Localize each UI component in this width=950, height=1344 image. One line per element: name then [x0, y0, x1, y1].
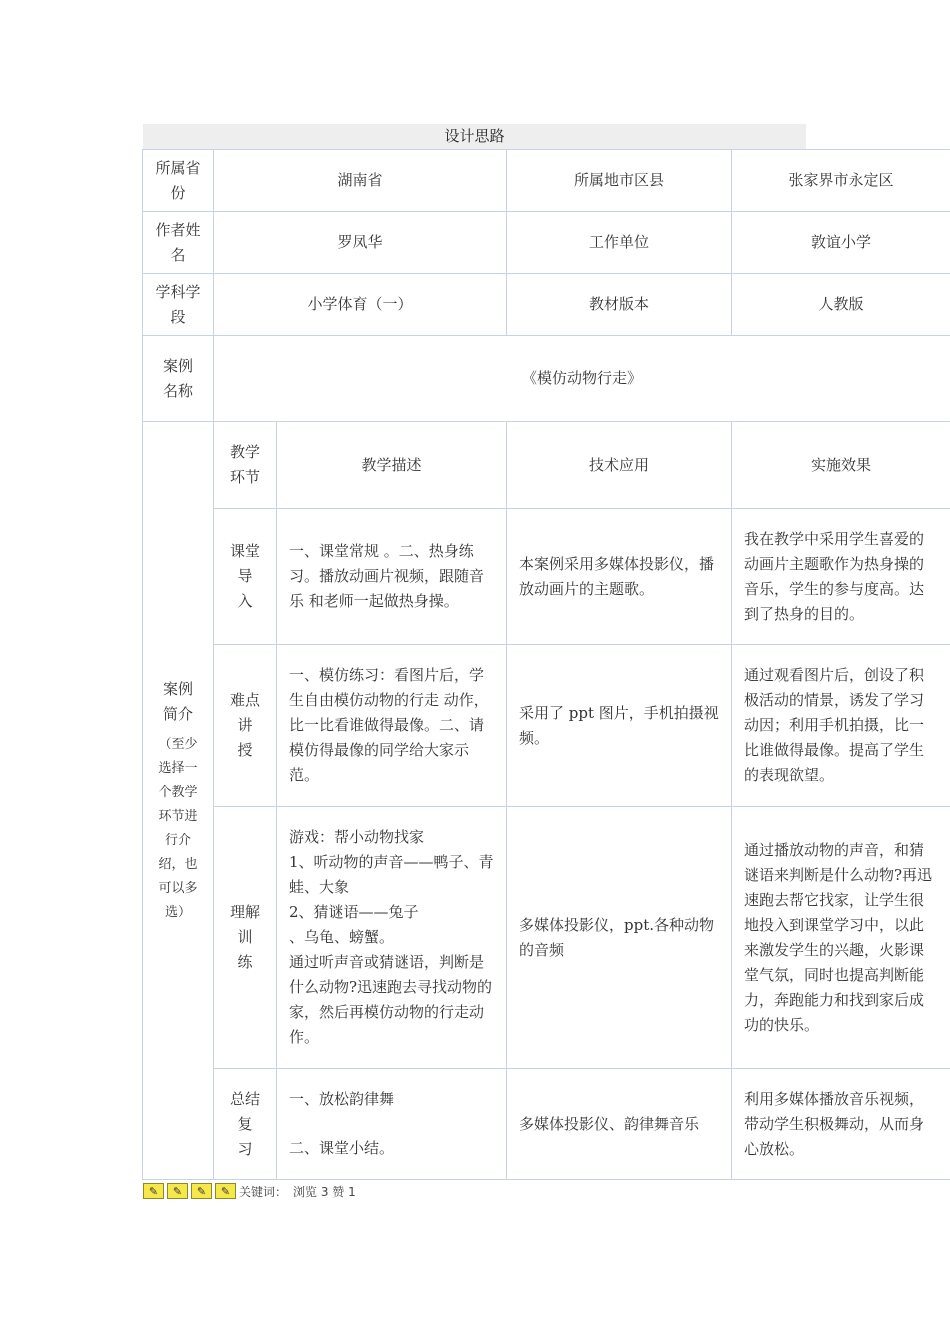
views-likes: 浏览 3 赞 1 — [293, 1184, 356, 1199]
stage-cell — [214, 645, 277, 807]
table-row — [143, 212, 950, 274]
intro-note-line: 环节进 — [158, 808, 198, 824]
province-value: 湖南省 — [214, 150, 507, 212]
stage-line: 课堂导 — [229, 542, 260, 585]
intro-note-line: 选） — [164, 904, 191, 920]
case-name-label-line: 案例 — [162, 356, 193, 375]
column-header-stage — [214, 422, 277, 509]
stage-line: 入 — [237, 592, 253, 610]
effect-cell: 我在教学中采用学生喜爱的动画片主题歌作为热身操的音乐，学生的参与度高。达到了热身的目的。 — [732, 509, 950, 645]
stage-cell — [214, 509, 277, 645]
description-cell: 一、模仿练习：看图片后，学生自由模仿动物的行走 动作，比一比看谁做得最像。二、请模仿得最像的同学给大家示范。 — [277, 645, 507, 807]
column-header-description: 教学描述 — [277, 422, 507, 509]
description-line: 二、课堂小结。 — [289, 1139, 395, 1157]
intro-note-line: 选择一 — [158, 760, 198, 776]
keywords-label: 关键词： — [239, 1184, 288, 1199]
header-line: 教学 — [229, 443, 260, 461]
section-title: 设计思路 — [143, 124, 806, 149]
subject-value: 小学体育（一） — [214, 274, 507, 336]
table-row — [143, 150, 950, 212]
case-name-label-line: 名称 — [162, 381, 193, 400]
table-row — [143, 645, 950, 807]
description-line: 通过听声音或猜谜语，判断是什么动物?迅速跑去寻找动物的家，然后再模仿动物的行走动作。 — [289, 953, 493, 1046]
intro-note-line: 行介 — [164, 832, 191, 848]
pencil-icon[interactable]: ✎ — [143, 1183, 164, 1199]
description-line: 游戏：帮小动物找家 — [289, 828, 425, 846]
effect-cell: 通过播放动物的声音，和猜谜语来判断是什么动物?再迅速跑去帮它找家，让学生很地投入到课堂学习中，以此来激发学生的兴趣，火影课堂气氛，同时也提高判断能力，奔跑能力和找到家后成功的快乐。 — [732, 807, 950, 1069]
stage-line: 授 — [237, 741, 253, 759]
author-value: 罗凤华 — [214, 212, 507, 274]
column-header-technology: 技术应用 — [507, 422, 732, 509]
unit-value: 敦谊小学 — [732, 212, 950, 274]
case-intro-label — [143, 422, 214, 1180]
author-label: 作者姓名 — [143, 212, 214, 274]
header-line: 环节 — [229, 468, 260, 486]
table-row — [143, 1069, 950, 1180]
technology-cell: 采用了 ppt 图片，手机拍摄视频。 — [507, 645, 732, 807]
pencil-icon[interactable]: ✎ — [167, 1183, 188, 1199]
intro-label-line: 简介 — [162, 704, 193, 723]
description-line: 、乌龟、螃蟹。 — [289, 928, 395, 946]
technology-cell: 多媒体投影仪、韵律舞音乐 — [507, 1069, 732, 1180]
province-label: 所属省份 — [143, 150, 214, 212]
intro-label-line: 案例 — [162, 679, 193, 698]
rating-icons — [143, 1183, 239, 1199]
intro-note-line: 绍，也 — [158, 856, 198, 872]
city-value: 张家界市永定区 — [732, 150, 950, 212]
unit-label: 工作单位 — [507, 212, 732, 274]
footer-bar — [143, 1182, 356, 1200]
intro-note-line: （至少 — [158, 736, 198, 752]
table-row — [143, 509, 950, 645]
table-row — [143, 336, 950, 422]
intro-note-line: 可以多 — [158, 880, 198, 896]
effect-cell: 通过观看图片后，创设了积极活动的情景，诱发了学习动因；利用手机拍摄，比一比谁做得最像。提高了学生的表现欲望。 — [732, 645, 950, 807]
intro-note — [155, 733, 201, 925]
stage-cell — [214, 1069, 277, 1180]
stage-line: 总结复 — [229, 1089, 260, 1133]
intro-note-line: 个教学 — [158, 784, 198, 800]
description-line: 1、听动物的声音——鸭子、青蛙、大象 — [289, 853, 494, 896]
table-row — [143, 807, 950, 1069]
stage-line: 练 — [237, 953, 253, 971]
technology-cell: 本案例采用多媒体投影仪，播放动画片的主题歌。 — [507, 509, 732, 645]
technology-cell: 多媒体投影仪，ppt.各种动物的音频 — [507, 807, 732, 1069]
description-line: 一、放松韵律舞 — [289, 1090, 395, 1108]
stage-line: 难点讲 — [229, 691, 260, 734]
stage-line: 理解训 — [229, 903, 260, 946]
table-row — [143, 274, 950, 336]
pencil-icon[interactable]: ✎ — [191, 1183, 212, 1199]
case-name-value: 《模仿动物行走》 — [214, 336, 950, 422]
stage-line: 习 — [237, 1139, 253, 1158]
description-cell — [277, 807, 507, 1069]
city-label: 所属地市区县 — [507, 150, 732, 212]
pencil-icon[interactable]: ✎ — [215, 1183, 236, 1199]
description-cell: 一、课堂常规 。二、热身练习。播放动画片视频，跟随音乐 和老师一起做热身操。 — [277, 509, 507, 645]
description-line: 2、猜谜语——兔子 — [289, 903, 419, 921]
stage-cell — [214, 807, 277, 1069]
case-table — [142, 149, 950, 1180]
description-cell — [277, 1069, 507, 1180]
case-name-label — [143, 336, 214, 422]
effect-cell: 利用多媒体播放音乐视频，带动学生积极舞动，从而身心放松。 — [732, 1069, 950, 1180]
edition-value: 人教版 — [732, 274, 950, 336]
table-row — [143, 422, 950, 509]
column-header-effect: 实施效果 — [732, 422, 950, 509]
subject-label: 学科学段 — [143, 274, 214, 336]
edition-label: 教材版本 — [507, 274, 732, 336]
